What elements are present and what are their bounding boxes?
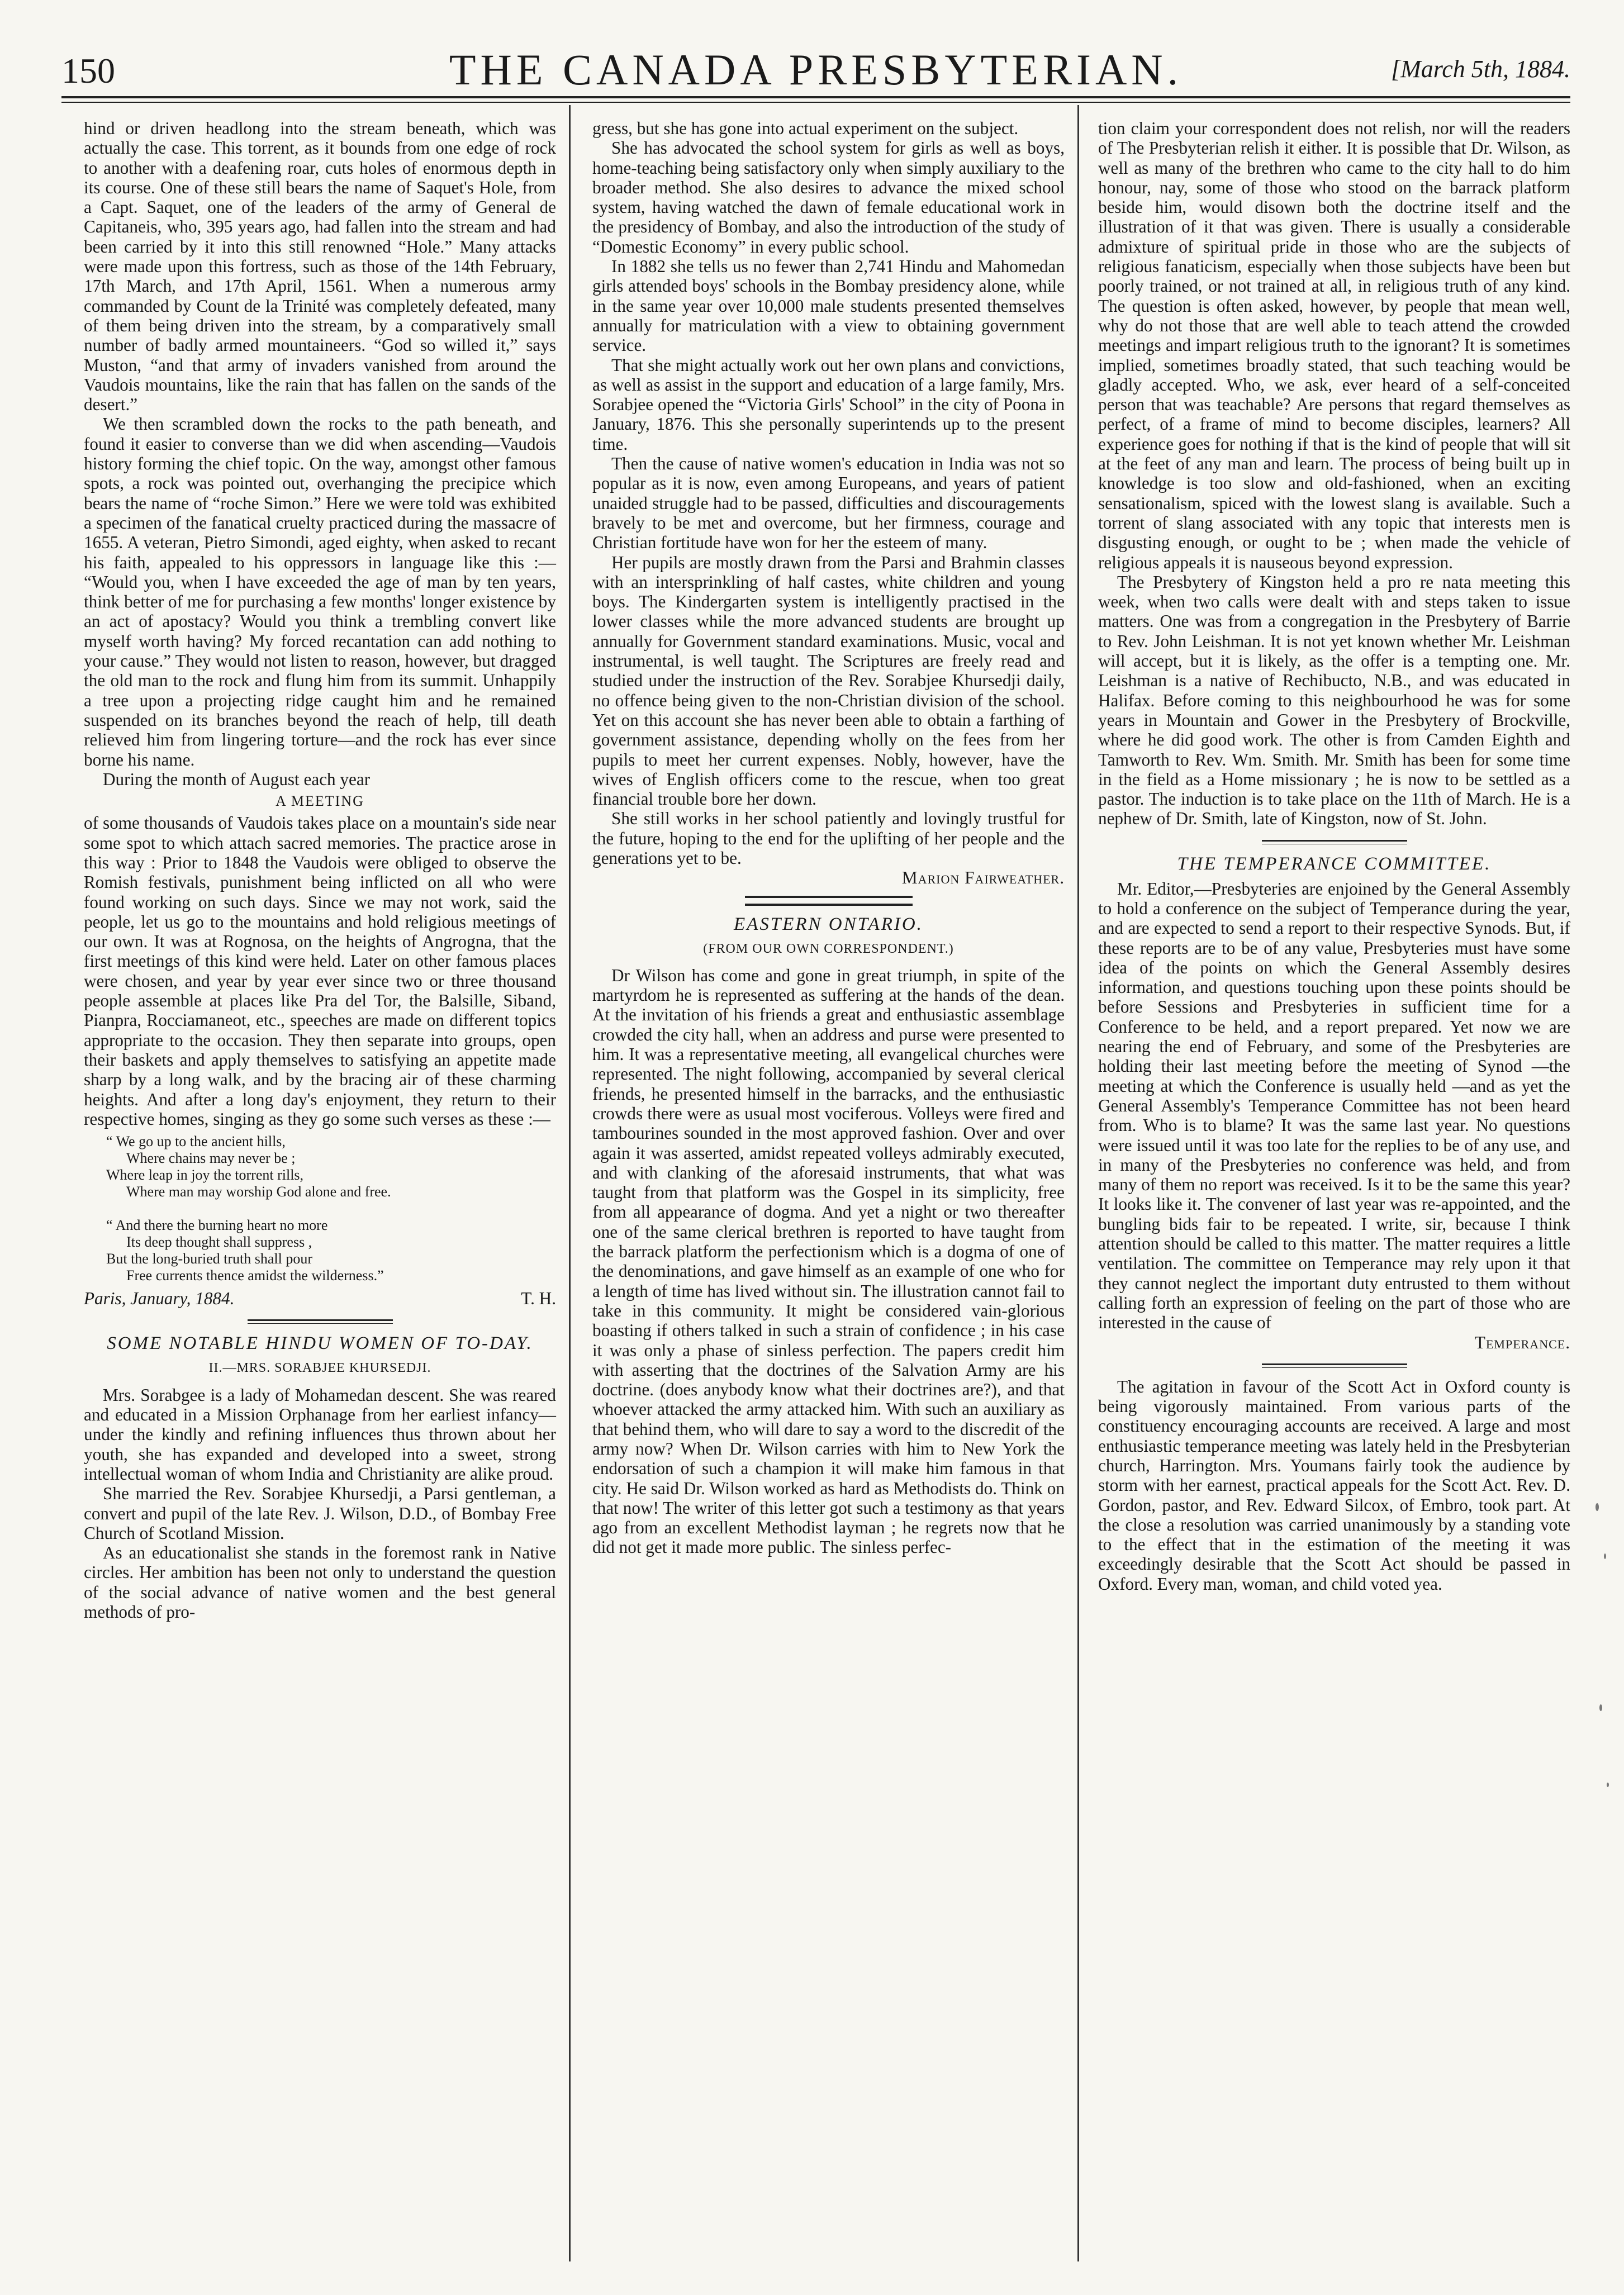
column-divider xyxy=(569,105,571,2261)
paragraph: The Presbytery of Kingston held a pro re nata meeting this week, when two calls were dealt with and steps taken to issue matters. One was from a congregation in the Presbytery of Barrie to Rev. John Leishman. It is not yet known whether Mr. Leishman will accept, but it is likely, as the offer is a tempting one. Mr. Leishman is a native of Rechibucto, N.B., and was educated in Halifax. Before coming to this neighbourhood he was for some years in Mountain and Gower in the Presbytery of Brockville, where he did good work. The other is from Camden Eighth and Tamworth to Rev. Wm. Smith. Mr. Smith has been for some time in the field as a Home missionary ; he is now to be settled as a pastor. The induction is to take place on the 11th of March. He is a nephew of Dr. Smith, late of Kingston, now of St. John. xyxy=(1098,572,1570,829)
dateline-place: Paris, January, 1884. xyxy=(84,1289,235,1309)
dateline-signature: T. H. xyxy=(521,1289,556,1309)
poem-line: Where man may worship God alone and free. xyxy=(126,1184,391,1200)
author-signature: Marion Fairweather. xyxy=(901,868,1065,888)
paragraph: Her pupils are mostly drawn from the Parsi and Brahmin classes with an intersprinkling of half castes, white children and young boys. The Kindergarten system is intelligently practised in the lower classes while the more advanced students are brought up annually for Government standard examinations. Music, vocal and instrumental, is well taught. The Scriptures are freely read and studied under the instruction of the Rev. Sorabjee Khursedji daily, no offence being given to the non-Christian division of the school. Yet on this account she has never been able to obtain a farthing of government assistance, depending wholly on the fees from her pupils to meet her current expenses. Nobly, however, have the wives of English officers come to the rescue, when too great financial trouble bore her down. xyxy=(592,552,1065,809)
paragraph: In 1882 she tells us no fewer than 2,741 Hindu and Mahomedan girls attended boys' schools in the Bombay presidency alone, while in the same year over 10,000 male students presented themselves annually for matriculation with a view to obtaining government service. xyxy=(592,256,1065,355)
paragraph: gress, but she has gone into actual experiment on the subject. xyxy=(592,118,1019,138)
paragraph: hind or driven headlong into the stream beneath, which was actually the case. This torrent, as it bounds from one edge of rock to another with a deafening roar, cuts holes of enormous depth in its course. One of these still bears the name of Saquet's Hole, from a Capt. Saquet, one of the leaders of the army of General de Capitaneis, who, 395 years ago, had fallen into the stream and had been carried by it into this still renowned “Hole.” Many attacks were made upon this fortress, such as those of the 14th February, 17th March, and 17th April, 1561. When a numerous army commanded by Count de la Trinité was completely defeated, many of them being driven into the stream, by a comparatively small number of badly armed mountaineers. “God so willed it,” says Muston, “and that army of invaders vanished from around the Vaudois mountains, like the rain that has fallen on the sands of the desert.” xyxy=(84,118,556,415)
article-title: SOME NOTABLE HINDU WOMEN OF TO-DAY. xyxy=(107,1333,533,1354)
author-signature: Temperance. xyxy=(1474,1332,1570,1352)
section-separator xyxy=(248,1319,393,1324)
paragraph: She married the Rev. Sorabjee Khursedji, a Parsi gentleman, a convert and pupil of the late Rev. J. Wilson, D.D., of Bombay Free Church of Scotland Mission. xyxy=(84,1484,556,1543)
poem-line: “ And there the burning heart no more xyxy=(106,1217,328,1234)
poem-line: Where leap in joy the torrent rills, xyxy=(106,1167,304,1184)
masthead xyxy=(61,39,1570,101)
column-1 xyxy=(84,118,556,1622)
paragraph: That she might actually work out her own plans and convictions, as well as assist in the support and education of a large family, Mrs. Sorabjee opened the “Victoria Girls' School” in the city of Poona in January, 1876. This she personally superintends up to the present time. xyxy=(592,355,1065,454)
paragraph: She still works in her school patiently and lovingly trustful for the future, hoping to the end for the uplifting of her people and the generations yet to be. xyxy=(592,809,1065,868)
paragraph: We then scrambled down the rocks to the path beneath, and found it easier to converse than we did when ascending—Vaudois history forming the chief topic. On the way, amongst other famous spots, a rock was pointed out, overhanging the precipice which bears the name of “roche Simon.” Here we were told was exhibited a specimen of the fanatical cruelty practiced during the massacre of 1655. A veteran, Pietro Simondi, aged eighty, when asked to recant his faith, appealed to his oppressors in language like this :— “Would you, when I have exceeded the age of man by ten years, think better of me for purchasing a few months' longer existence by an act of apostacy? Would you think a trembling convert like myself worth having? My forced recantation can add nothing to your cause.” They would not listen to reason, however, but dragged the old man to the rock and flung him from its summit. Unhappily a tree upon a projecting ridge caught him and he remained suspended on its branches beyond the reach of help, till death relieved him from lingering torture—and the rock has ever since borne his name. xyxy=(84,414,556,769)
header-rule xyxy=(61,96,1570,98)
poem-line: Where chains may never be ; xyxy=(126,1150,296,1167)
paragraph: As an educationalist she stands in the foremost rank in Native circles. Her ambition has been not only to understand the question of the social advance of native women and the best general methods of pro- xyxy=(84,1543,556,1622)
poem-line: Free currents thence amidst the wilderness.” xyxy=(126,1267,384,1284)
page-number: 150 xyxy=(61,51,115,91)
dateline xyxy=(84,1289,556,1308)
newspaper-title: THE CANADA PRESBYTERIAN. xyxy=(449,45,1183,94)
scan-artifact xyxy=(1607,1783,1609,1787)
poem-line: But the long-buried truth shall pour xyxy=(106,1251,313,1267)
paragraph: Dr Wilson has come and gone in great triumph, in spite of the martyrdom he is represented as suffering at the hands of the dean. At the invitation of his friends a great and enthusiastic assemblage crowded the city hall, when an address and purse were presented to him. It was a representative meeting, all evangelical churches were represented. The night following, accompanied by several clerical friends, he presented himself in the barracks, and the enthusiastic crowds there were as usual most vociferous. Volleys were fired and tambourines sounded in the most approved fashion. Over and over again it was asserted, amidst repeated volleys admirably executed, and with clanking of the aforesaid instruments, that what was taught from that platform was the Gospel in its simplicity, free from all appearance of dogma. And yet a night or two thereafter one of the same clerical brethren is reported to have taught from the barrack platform the perfectionism which is a dogma of one of the denominations, and gave himself as an example of one who for a length of time has lived without sin. The illustration cannot fail to take in this community. It might be considered vain-glorious boasting if others talked in such a strain of confidence ; in his case it was only a phase of sinless perfection. The papers credit him with asserting that the doctrines of the Salvation Army are his doctrine. (does anybody know what their doctrines are?), and that whoever attacked the army attacked him. With such an auxiliary as that behind them, who will dare to say a word to the discredit of the army now? When Dr. Wilson carries with him to New York the endorsation of such a champion it will make him famous in that city. He said Dr. Wilson worked as hard as Methodists do. Think on that now! The writer of this letter got such a testimony as that years ago from an excellent Methodist layman ; he regrets now that he did not get it made more public. The sinless perfec- xyxy=(592,965,1065,1557)
paragraph: of some thousands of Vaudois takes place on a mountain's side near some spot to which attach sacred memories. The practice arose in this way : Prior to 1848 the Vaudois were obliged to observe the Romish festivals, punishment being inflicted on all who were found working on such days. Since we may not work, said the people, let us go to the mountains and hold religious meetings of our own. It was at Rognosa, on the heights of Angrogna, that the first meetings of this kind were held. Later on other famous places were chosen, and year by year ever since two or three thousand people assemble at places like Pra del Tor, the Balsille, Siband, Pianpra, Rocciamaneot, etc., speeches are made on different topics appropriate to the occasion. They then separate into groups, open their baskets and apply themselves to satisfying an appetite made sharp by a long walk, and by the bracing air of these charming heights. And after a long day's enjoyment, they return to their respective homes, singing as they go some such verses as these :— xyxy=(84,813,556,1129)
paragraph: The agitation in favour of the Scott Act in Oxford county is being vigorously maintained. From various parts of the constituency encouraging accounts are received. A large and most enthusiastic temperance meeting was lately held in the Presbyterian church, Harrington. Mrs. Youmans fairly took the audience by storm with her earnest, practical appeals for the Scott Act. Rev. D. Gordon, pastor, and Rev. Edward Silcox, of Embro, took part. At the close a resolution was carried unanimously by a standing vote to the effect that in the estimation of the meeting it was exceedingly desirable that the Scott Act should be passed in Oxford. Every man, woman, and child voted yea. xyxy=(1098,1376,1570,1594)
poem-line: Its deep thought shall suppress , xyxy=(126,1234,312,1251)
scan-artifact xyxy=(1599,1704,1602,1711)
paragraph: Mrs. Sorabgee is a lady of Mohamedan descent. She was reared and educated in a Mission Orphanage from her earliest infancy—under the kindly and refining influences thus thrown about her youth, she has expanded and developed into a sweet, strong intellectual woman of whom India and Christianity are alike proud. xyxy=(84,1385,556,1484)
paragraph: Then the cause of native women's education in India was not so popular as it is now, even among Europeans, and years of patient unaided struggle had to be passed, difficulties and discouragements bravely to be met and overcome, but her firmness, courage and Christian fortitude have won for her the esteem of many. xyxy=(592,454,1065,553)
article-subtitle: (FROM OUR OWN CORRESPONDENT.) xyxy=(703,941,954,956)
subheading: A MEETING xyxy=(276,793,364,810)
scan-artifact xyxy=(1604,1553,1606,1559)
paragraph: During the month of August each year xyxy=(103,769,371,789)
poem-line: “ We go up to the ancient hills, xyxy=(106,1133,286,1150)
poem xyxy=(106,1133,556,1284)
article-subtitle: II.—MRS. SORABJEE KHURSEDJI. xyxy=(208,1361,431,1376)
paragraph: tion claim your correspondent does not relish, nor will the readers of The Presbyterian relish it either. It is possible that Dr. Wilson, as well as many of the brethren who came to the city hall to do him honour, nay, some of those who stood on the barrack platform beside him, would disown both the doctrine itself and the illustration of it that was given. There is usually a considerable admixture of spiritual pride in those who are the subjects of religious fanaticism, especially when those subjects have been but poorly trained, or not trained at all, in religious truth of any kind. The question is often asked, however, by people that mean well, why do not those that are well able to teach attend the crowded meetings and impart religious truth to the ignorant? It is sometimes implied, sometimes broadly stated, that such teaching would be gladly accepted. Who, we ask, ever heard of a self-conceited person that was teachable? Are persons that regard themselves as perfect, of a frame of mind to become disciples, learners? All experience goes for nothing if that is the kind of people that will sit at the feet of any man and learn. The process of being built up in knowledge is too slow and old-fashioned, when an exciting sensationalism, spiced with the lowest slang is available. Such a torrent of slang associated with any topic that interests men is disgusting enough, or ought to be ; when made the vehicle of religious appeals it is nauseous beyond expression. xyxy=(1098,118,1570,572)
paragraph: Mr. Editor,—Presbyteries are enjoined by the General Assembly to hold a conference on the subject of Temperance during the year, and are expected to send a report to their respective Synods. But, if these reports are to be of any value, Presbyteries must have some idea of the points on which the General Assembly desires information, and questions touching upon these points should be before Sessions and Presbyteries in sufficient time for a Conference to be held, and a report prepared. Yet now we are nearing the end of February, and some of the Presbyteries are holding their last meeting before the meeting of Synod —the meeting at which the Conference is usually held —and as yet the General Assembly's Temperance Committee has not been heard from. Who is to blame? It was the same last year. No questions were issued until it was too late for the replies to be of any use, and in many of the Presbyteries no conference was held, and from many of them no report was received. Is it to be the same this year? It looks like it. The convener of last year was re-appointed, and the bungling bids fair to be repeated. I write, sir, because I think attention should be called to this matter. The matter requires a little ventilation. The committee on Temperance may rely upon it that they cannot neglect the important duty entrusted to them without calling forth an expression of feeling on the part of those who are interested in the cause of xyxy=(1098,878,1570,1333)
section-separator xyxy=(1262,1363,1407,1368)
column-divider xyxy=(1077,105,1079,2261)
header-rule-thin xyxy=(61,102,1570,103)
issue-date: [March 5th, 1884. xyxy=(1390,55,1570,83)
article-title: THE TEMPERANCE COMMITTEE. xyxy=(1177,853,1492,874)
column-2 xyxy=(592,118,1065,1557)
column-3 xyxy=(1098,118,1570,1594)
section-separator xyxy=(745,896,913,906)
article-title: EASTERN ONTARIO. xyxy=(734,914,923,934)
section-separator xyxy=(1262,840,1407,844)
paragraph: She has advocated the school system for girls as well as boys, home-teaching being satisfactory only when simply auxiliary to the broader method. She also desires to advance the mixed school system, having watched the dawn of female educational work in the presidency of Bombay, and also the introduction of the study of “Domestic Economy” in every public school. xyxy=(592,138,1065,256)
poem-line xyxy=(106,1200,556,1217)
scan-artifact xyxy=(1595,1503,1599,1511)
